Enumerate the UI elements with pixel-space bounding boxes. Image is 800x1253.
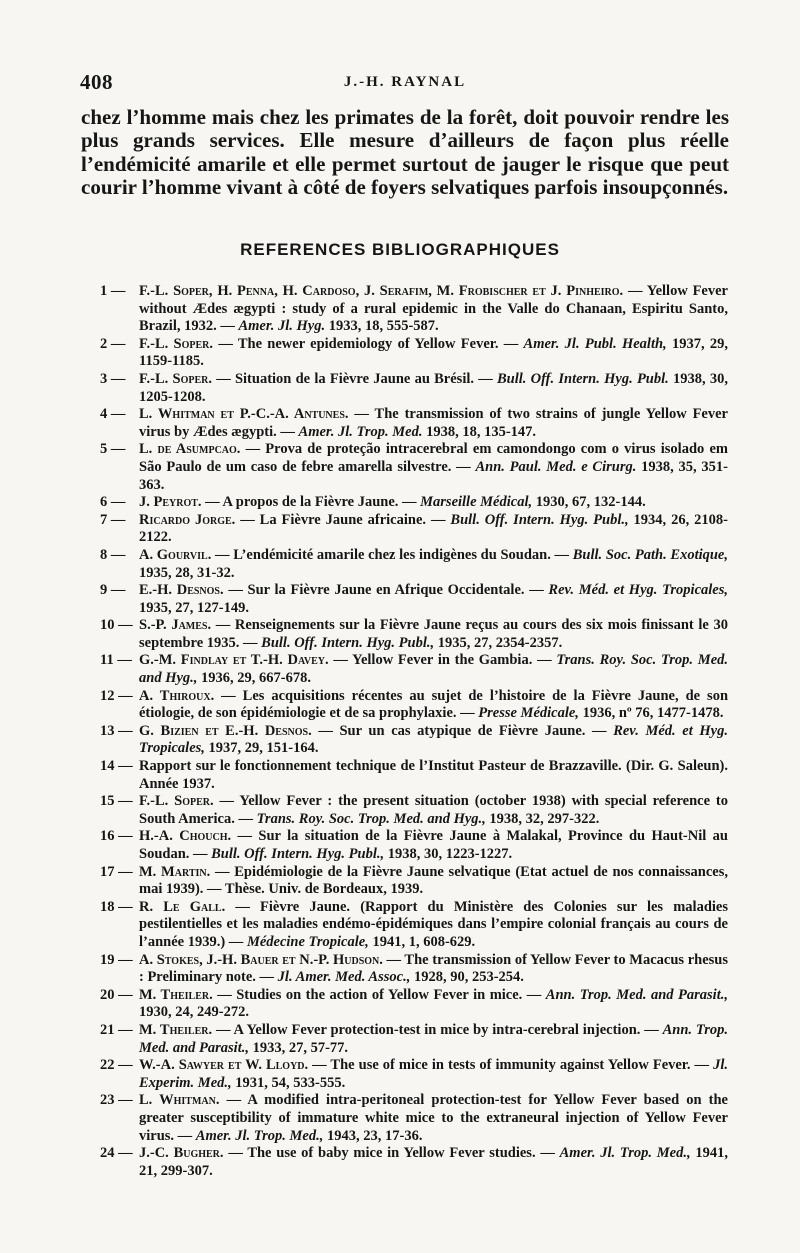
reference-number: 22 — [100,1057,133,1074]
reference-journal: Marseille Médical, [420,494,533,511]
reference-number: 20 — [100,986,133,1003]
reference-details: 1930, 67, 132-144. [532,494,646,511]
reference-number: 6 — [100,494,126,511]
reference-title: — Situation de la Fièvre Jaune au Brésil. — [211,370,497,387]
reference-journal: Jl. Experim. Med., [139,1057,728,1091]
reference-item [100,336,728,371]
reference-details: 1936, nº 76, 1477-1478. [578,705,724,722]
reference-details: 1938, 18, 135-147. [422,423,537,440]
reference-title: — Yellow Fever : the present situation (october 1938) with special reference to South America. — [139,793,728,827]
reference-authors: F.-L. Soper. [139,793,214,810]
reference-item [100,406,728,441]
reference-authors: A. Thiroux. [139,687,215,704]
reference-title: — A propos de la Fièvre Jaune. — [201,494,421,511]
reference-details: 1930, 24, 249-272. [139,1004,249,1021]
reference-number: 2 — [100,335,126,352]
reference-item [100,1057,728,1092]
reference-authors: L. Whitman. [139,1092,220,1109]
reference-journal: Ann. Trop. Med. and Parasit., [139,1021,728,1056]
reference-title: — Epidémiologie de la Fièvre Jaune selvatique (Etat actuel de nos connaissances, mai 1939). — Thèse. Univ. de Bordeaux, 1939. [139,863,729,898]
reference-number: 18 — [100,898,133,915]
reference-details: 1937, 29, 151-164. [204,740,319,757]
reference-number: 12 — [100,687,133,704]
reference-item [100,952,728,987]
reference-number: 17 — [100,863,133,880]
reference-item [100,494,728,512]
reference-details: 1937, 29, 1159-1185. [139,335,728,370]
reference-authors: R. Le Gall. [139,898,226,915]
reference-item [100,547,728,582]
reference-details: 1934, 26, 2108-2122. [139,511,728,546]
reference-item [100,899,728,952]
reference-number: 21 — [100,1021,133,1038]
reference-authors: F.-L. Soper. [139,370,212,387]
reference-journal: Bull. Off. Intern. Hyg. Publ., [211,846,385,862]
reference-number: 8 — [100,546,126,563]
reference-item [100,723,728,758]
reference-authors: A. Stokes, J.-H. Bauer et N.-P. Hudson. [139,951,383,968]
reference-authors: Ricardo Jorge. [139,511,236,528]
reference-details: 1933, 27, 57-77. [248,1039,349,1056]
reference-title: — Les acquisitions récentes au sujet de l’histoire de la Fièvre Jaune, de son étiologie, de son épidémiologie et de sa prophylaxie. — [139,687,729,722]
reference-journal: Rev. Méd. et Hyg. Tropicales, [139,722,728,757]
reference-authors: G. Bizien et E.-H. Desnos. [139,722,312,739]
reference-item [100,987,728,1022]
reference-title: — A Yellow Fever protection-test in mice by intra-cerebral injection. — [212,1021,663,1038]
reference-number: 16 — [100,828,133,845]
reference-number: 14 — [100,758,133,775]
reference-title: — The transmission of two strains of jungle Yellow Fever virus by Ædes ægypti. — [139,406,728,440]
reference-title: — Yellow Fever without Ædes ægypti : study of a rural epidemic in the Valle do Chanaan, Espiritu Santo, Brazil, 1932. — [139,283,728,335]
reference-authors: L. Whitman et P.-C.-A. Antunes. [139,406,349,423]
reference-authors: E.-H. Desnos. [139,582,224,599]
reference-item [100,758,728,793]
reference-journal: Ann. Trop. Med. and Parasit., [545,986,728,1003]
reference-title: — Sur la situation de la Fièvre Jaune à Malakal, Province du Haut-Nil au Soudan. — [139,828,728,862]
reference-title: — The newer epidemiology of Yellow Fever. — [213,335,524,352]
reference-number: 13 — [100,722,133,739]
reference-details: 1938, 32, 297-322. [485,810,600,827]
reference-number: 5 — [100,441,126,458]
reference-number: 11 — [100,652,132,669]
reference-number: 23 — [100,1092,133,1109]
reference-details: 1928, 90, 253-254. [410,969,524,986]
reference-item [100,582,728,617]
reference-title: — Sur un cas atypique de Fièvre Jaune. — [311,722,614,739]
reference-authors: M. Theiler. [139,1021,213,1038]
reference-number: 15 — [100,793,133,810]
reference-number: 9 — [100,582,126,599]
reference-title: — Fièvre Jaune. (Rapport du Ministère des Colonies sur les maladies pestilentielles et les maladies endémo-épidémiques dans l’empire colonial français au cours de l’année 1939.) — [139,898,728,950]
reference-details: 1931, 54, 533-555. [231,1074,346,1091]
reference-number: 7 — [100,511,126,528]
reference-journal: Ann. Paul. Med. e Cirurg. [475,458,637,475]
reference-journal: Trans. Roy. Soc. Trop. Med. and Hyg., [139,652,729,687]
reference-journal: Jl. Amer. Med. Assoc., [277,969,411,986]
reference-item [100,371,728,406]
reference-details: 1941, 1, 608-629. [368,933,476,950]
page-header [80,70,730,98]
reference-journal: Trans. Roy. Soc. Trop. Med. and Hyg., [256,810,486,827]
reference-journal: Amer. Jl. Publ. Health, [523,335,667,352]
reference-authors: W.-A. Sawyer et W. Lloyd. [139,1057,309,1074]
reference-journal: Rev. Méd. et Hyg. Tropicales, [548,582,729,599]
reference-authors: M. Theiler. [139,986,213,1003]
reference-authors: J. Peyrot. [139,494,202,511]
reference-details: 1935, 28, 31-32. [139,564,235,581]
reference-item [100,793,728,828]
reference-item [100,1092,728,1145]
reference-number: 19 — [100,951,133,968]
reference-title: — Studies on the action of Yellow Fever in mice. — [212,986,546,1003]
reference-journal: Bull. Soc. Path. Exotique, [572,546,728,563]
section-title: REFERENCES BIBLIOGRAPHIQUES [240,240,560,259]
reference-journal: Amer. Jl. Hyg. [238,318,326,335]
reference-authors: A. Gourvil. [139,546,212,563]
reference-item [100,864,728,899]
reference-authors: H.-A. Chouch. [139,828,232,845]
reference-number: 1 — [100,283,126,299]
reference-details: 1938, 35, 351-363. [139,458,728,493]
reference-title: — Renseignements sur la Fièvre Jaune reçus au cours des six mois finissant le 30 septembre 1935. — [139,617,728,651]
reference-authors: F.-L. Soper, H. Penna, H. Cardoso, J. Serafim, M. Frobischer et J. Pinheiro. [139,283,624,299]
reference-details: 1935, 27, 2354-2357. [434,634,563,651]
reference-details: 1938, 30, 1223-1227. [384,846,513,862]
reference-title: — La Fièvre Jaune africaine. — [235,511,451,528]
reference-authors: F.-L. Soper. [139,335,214,352]
reference-journal: Médecine Tropicale, [246,933,369,950]
reference-authors: S.-P. James. [139,617,212,634]
reference-journal: Presse Médicale, [478,705,579,722]
reference-title: — L’endémicité amarile chez les indigènes du Soudan. — [211,546,573,563]
reference-title: — Sur la Fièvre Jaune en Afrique Occidentale. — [223,582,549,599]
reference-journal: Bull. Off. Intern. Hyg. Publ., [450,511,629,528]
reference-details: 1936, 29, 667-678. [197,670,311,687]
reference-details: 1938, 30, 1205-1208. [139,370,728,405]
reference-number: 3 — [100,370,126,387]
reference-number: 24 — [100,1145,133,1162]
reference-title: — The use of baby mice in Yellow Fever studies. — [223,1145,560,1162]
reference-authors: G.-M. Findlay et T.-H. Davey. [139,652,329,669]
reference-number: 10 — [100,617,133,634]
reference-title: — The use of mice in tests of immunity against Yellow Fever. — [308,1057,714,1074]
reference-authors: M. Martin. [139,863,211,880]
reference-journal: Bull. Off. Intern. Hyg. Publ. [496,370,669,387]
reference-list [100,283,728,1180]
reference-title: — Prova de proteção intracerebral em camondongo com o virus isolado em São Paulo de um caso de febre amarella silvestre. — [139,441,728,475]
reference-details: 1941, 21, 299-307. [139,1145,729,1179]
reference-details: 1933, 18, 555-587. [325,318,439,335]
reference-title: — The transmission of Yellow Fever to Macacus rhesus : Preliminary note. — [139,951,728,986]
reference-details: 1943, 23, 17-36. [323,1127,423,1144]
reference-journal: Amer. Jl. Trop. Med., [195,1127,324,1144]
intro-paragraph: chez l’homme mais chez les primates de la forêt, doit pouvoir rendre les plus grands services. Elle mesure d’ailleurs de façon plus réelle l’endémicité amarile et elle permet surtout de jauger le risque que peut courir l’homme vivant à côté de foyers selvatiques parfois insoupçonnés. [81,105,729,199]
reference-authors: L. de Asumpcao. [139,441,241,458]
reference-item [100,617,728,652]
reference-title: Rapport sur le fonctionnement technique de l’Institut Pasteur de Brazzaville. (Dir. G. Saleun). Année 1937. [139,758,728,792]
running-head: J.-H. RAYNAL [343,74,467,90]
reference-journal: Amer. Jl. Trop. Med. [298,423,423,440]
reference-item [100,652,728,687]
reference-number: 4 — [100,406,126,423]
reference-journal: Bull. Off. Intern. Hyg. Publ., [261,634,435,651]
reference-authors: J.-C. Bugher. [139,1145,224,1162]
reference-item [100,688,728,723]
reference-item [100,1145,728,1180]
reference-title: — Yellow Fever in the Gambia. — [328,652,557,669]
reference-item [100,283,728,336]
reference-journal: Amer. Jl. Trop. Med., [559,1145,691,1162]
page-number: 408 [80,70,113,94]
reference-item [100,1022,728,1057]
reference-item [100,512,728,547]
reference-item [100,828,728,863]
reference-title: — A modified intra-peritoneal protection-test for Yellow Fever based on the greater susceptibility of immature white mice to the extraneural injection of Yellow Fever virus. — [139,1092,728,1144]
reference-item [100,441,728,494]
reference-details: 1935, 27, 127-149. [139,599,249,616]
